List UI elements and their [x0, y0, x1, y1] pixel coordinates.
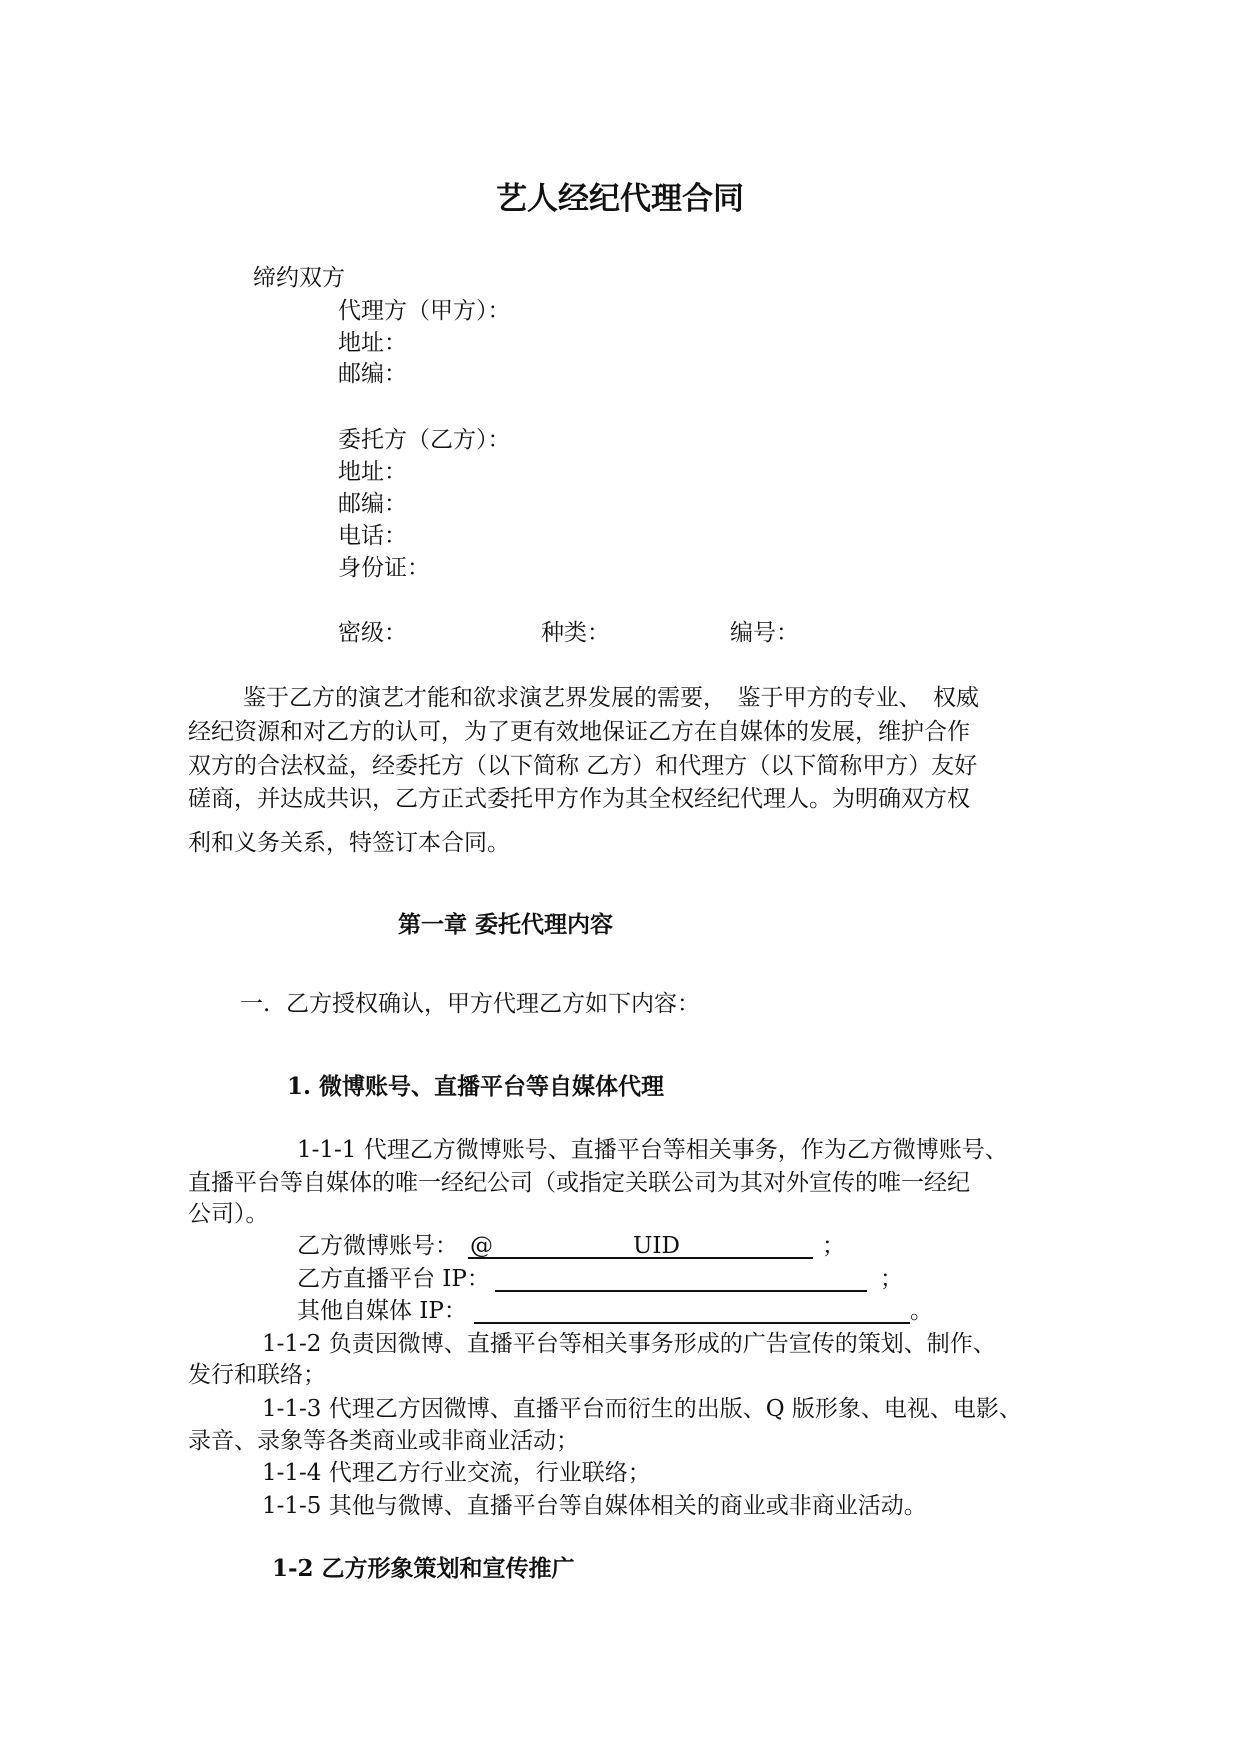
live-line-end: ； [880, 1266, 903, 1292]
clause-1-1-4: 1-1-4 代理乙方行业交流，行业联络； [262, 1460, 651, 1486]
weibo-account-label: 乙方微博账号： [297, 1233, 458, 1259]
preamble-line-1: 鉴于乙方的演艺才能和欲求演艺界发展的需要， 鉴于甲方的专业、 权威 [243, 685, 979, 711]
party-a-postcode-label: 邮编： [338, 361, 407, 387]
weibo-uid-label: UID [633, 1233, 680, 1259]
party-b-id-label: 身份证： [338, 555, 430, 581]
other-line-end: 。 [910, 1298, 933, 1324]
party-b-address-label: 地址： [338, 459, 407, 485]
party-a-address-label: 地址： [338, 330, 407, 356]
live-platform-blank [495, 1266, 867, 1292]
weibo-at-sign: @ [470, 1233, 493, 1259]
preamble-line-3: 双方的合法权益，经委托方（以下简称 乙方）和代理方（以下简称甲方）友好 [188, 753, 978, 779]
number-label: 编号： [730, 620, 799, 646]
clause-1-1-1-line-3: 公司）。 [188, 1201, 269, 1227]
clause-1-1-2-line-1: 1-1-2 负责因微博、直播平台等相关事务形成的广告宣传的策划、制作、 [262, 1331, 996, 1357]
section-1-heading: 1. 微博账号、直播平台等自媒体代理 [287, 1073, 665, 1100]
live-platform-label: 乙方直播平台 IP： [297, 1266, 490, 1292]
clause-1-1-2-line-2: 发行和联络； [188, 1362, 326, 1388]
weibo-line-end: ； [822, 1233, 845, 1259]
clause-1-1-1-line-2: 直播平台等自媒体的唯一经纪公司（或指定关联公司为其对外宣传的唯一经纪 [188, 1170, 970, 1196]
parties-header: 缔约双方 [253, 265, 345, 291]
secret-level-label: 密级： [338, 620, 407, 646]
other-media-label: 其他自媒体 IP： [297, 1298, 467, 1324]
intro-marker: 一. [240, 991, 271, 1017]
clause-1-1-1-line-1: 1-1-1 代理乙方微博账号、直播平台等相关事务，作为乙方微博账号、 [297, 1137, 1008, 1163]
party-b-phone-label: 电话： [338, 523, 407, 549]
preamble-line-4: 磋商，并达成共识，乙方正式委托甲方作为其全权经纪代理人。为明确双方权 [188, 786, 970, 812]
party-a-label: 代理方（甲方）： [338, 298, 511, 324]
preamble-line-2: 经纪资源和对乙方的认可，为了更有效地保证乙方在自媒体的发展，维护合作 [188, 719, 970, 745]
other-media-blank [474, 1298, 910, 1324]
category-label: 种类： [541, 620, 610, 646]
preamble-line-5: 利和义务关系，特签订本合同。 [188, 830, 510, 856]
party-b-label: 委托方（乙方）： [338, 427, 511, 453]
clause-1-1-5: 1-1-5 其他与微博、直播平台等自媒体相关的商业或非商业活动。 [262, 1493, 927, 1519]
document-title: 艺人经纪代理合同 [496, 181, 744, 217]
clause-1-1-3-line-2: 录音、录象等各类商业或非商业活动； [188, 1428, 579, 1454]
chapter-1-intro: 乙方授权确认，甲方代理乙方如下内容： [286, 991, 700, 1017]
party-b-postcode-label: 邮编： [338, 491, 407, 517]
chapter-1-heading: 第一章 委托代理内容 [398, 911, 614, 938]
clause-1-1-3-line-1: 1-1-3 代理乙方因微博、直播平台而衍生的出版、Q 版形象、电视、电影、 [262, 1396, 1022, 1422]
section-1-2-heading: 1-2 乙方形象策划和宣传推广 [272, 1555, 575, 1582]
